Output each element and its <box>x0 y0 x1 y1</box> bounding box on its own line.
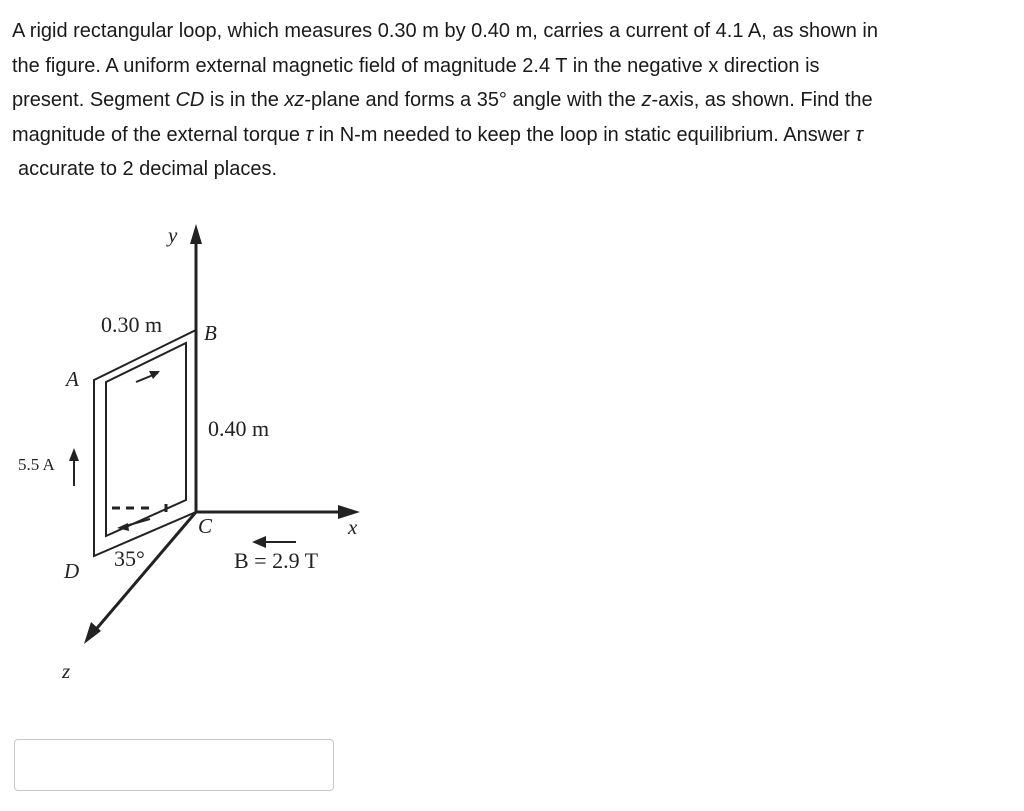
question-line-1: A rigid rectangular loop, which measures 0.30 m by 0.40 m, carries a current of 4.1 A, as shown in <box>12 20 878 42</box>
angle-label: 35° <box>114 546 145 571</box>
corner-label-c: C <box>198 514 213 538</box>
z-axis <box>84 512 196 644</box>
current-direction-top-arrow <box>136 371 160 382</box>
physics-figure <box>0 210 420 690</box>
width-label: 0.30 m <box>101 312 163 337</box>
corner-label-a: A <box>66 367 79 391</box>
tau-symbol: τ <box>855 123 864 146</box>
current-loop <box>94 330 196 556</box>
z-axis-label: z <box>62 659 71 683</box>
question-line-5: accurate to 2 decimal places. <box>18 158 278 180</box>
question-line-4: magnitude of the external torque τ in N-m needed to keep the loop in static equilibrium. Answer τ <box>12 123 864 146</box>
corner-label-d: D <box>64 559 80 583</box>
answer-input[interactable] <box>14 739 334 791</box>
current-arrow <box>69 448 79 486</box>
corner-label-b: B <box>204 321 217 345</box>
field-direction-arrow <box>252 536 296 548</box>
question-line-2: the figure. A uniform external magnetic field of magnitude 2.4 T in the negative x direction is <box>12 54 820 77</box>
tau-symbol: τ <box>305 123 314 146</box>
current-direction-bottom-arrow <box>117 519 150 531</box>
field-label: B = 2.9 T <box>234 548 319 573</box>
question-line-3: present. Segment CD is in the xz-plane and forms a 35° angle with the z-axis, as shown. Find the <box>12 89 873 111</box>
y-axis-label: y <box>168 223 178 247</box>
question-text <box>12 14 1016 187</box>
height-label: 0.40 m <box>208 416 270 441</box>
x-axis-label: x <box>348 515 358 539</box>
current-label: 5.5 A <box>18 455 55 474</box>
hidden-dashes <box>112 504 166 512</box>
x-axis <box>196 505 360 519</box>
